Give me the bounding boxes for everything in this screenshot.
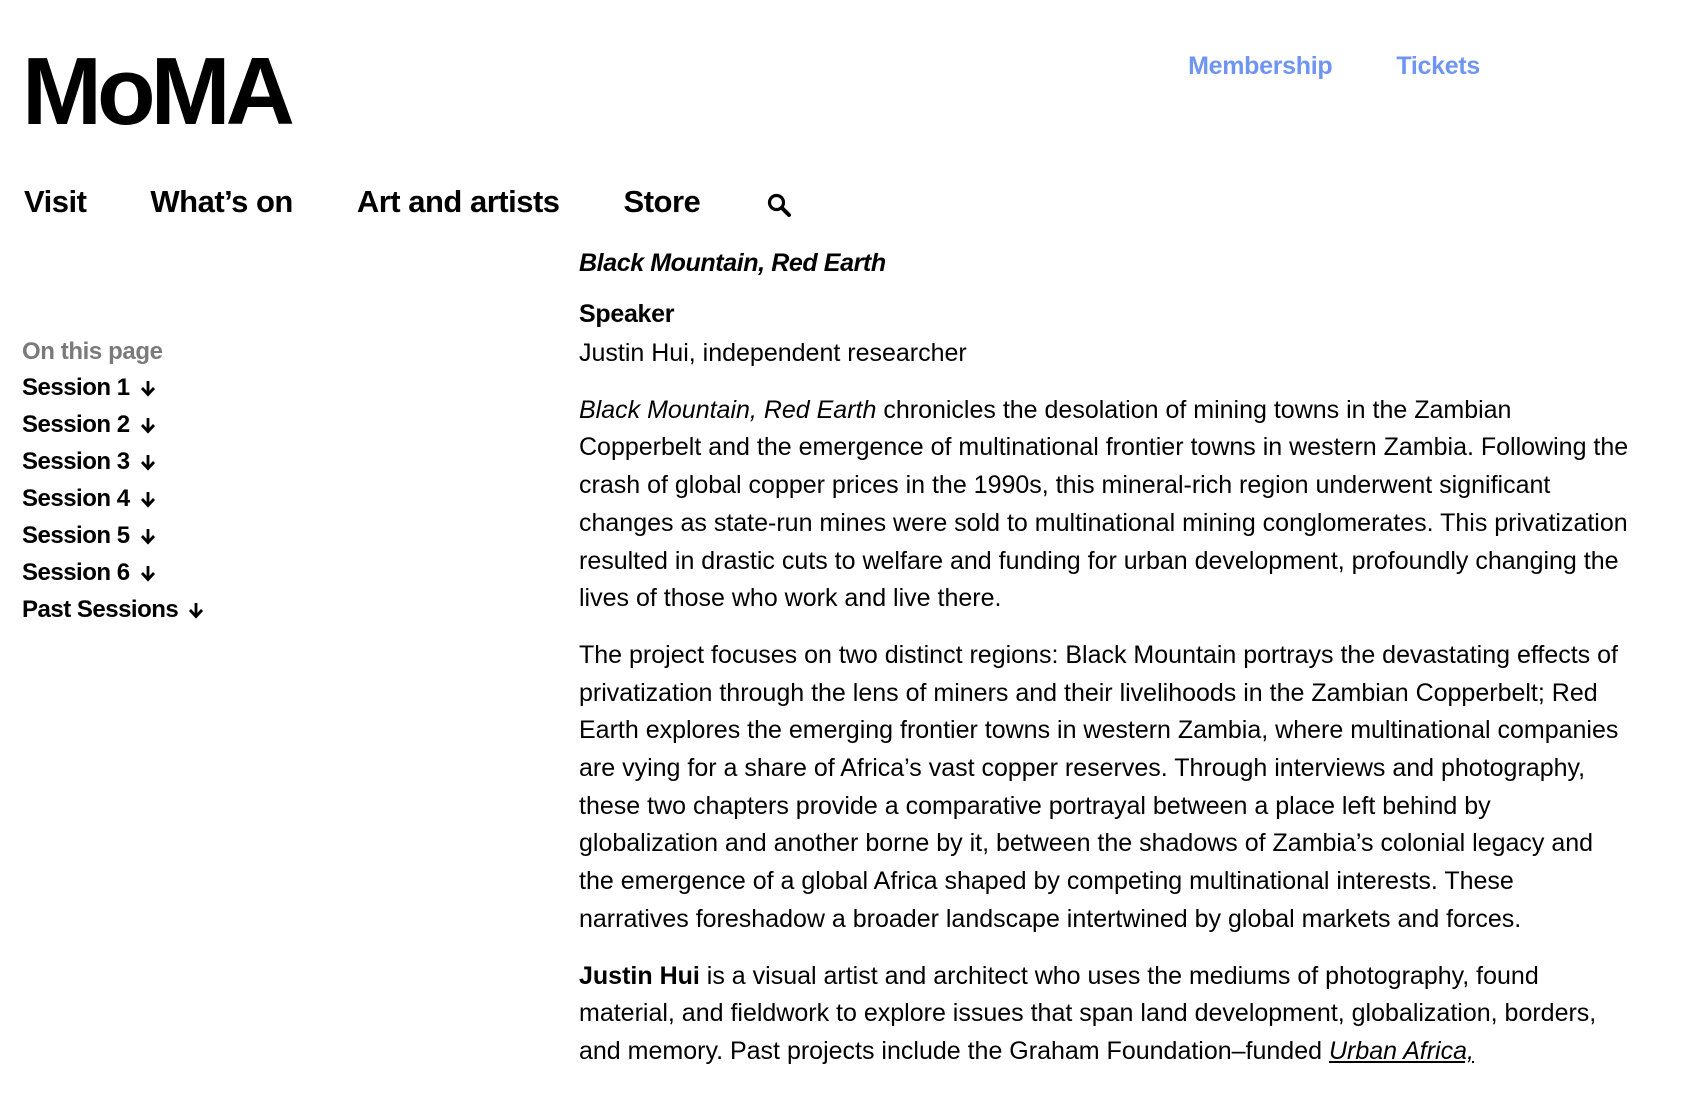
nav-store[interactable]: Store: [623, 184, 701, 219]
on-this-page-label: On this page: [22, 338, 163, 365]
work-title: Black Mountain, Red Earth: [579, 395, 877, 424]
nav-whats-on[interactable]: What’s on: [150, 184, 293, 219]
tickets-link[interactable]: Tickets: [1396, 52, 1480, 80]
on-this-page-nav: [22, 338, 204, 633]
link-text: Urban Africa,: [1328, 1036, 1474, 1065]
utility-nav: [1188, 52, 1480, 81]
session-1-link[interactable]: [22, 374, 156, 402]
arrow-down-icon: [140, 453, 156, 471]
session-label: Session 5: [22, 522, 130, 549]
arrow-down-icon: [140, 416, 156, 434]
bio-name: Justin Hui: [579, 961, 700, 990]
session-3-link[interactable]: [22, 448, 156, 476]
session-6-link[interactable]: [22, 559, 156, 587]
urban-africa-link[interactable]: [1329, 1037, 1474, 1065]
search-icon: [766, 192, 792, 218]
session-content: [579, 249, 1629, 1090]
event-title: Black Mountain, Red Earth: [579, 249, 886, 277]
speaker-heading: Speaker: [579, 300, 675, 328]
nav-art-and-artists[interactable]: Art and artists: [356, 184, 560, 219]
arrow-down-icon: [140, 490, 156, 508]
list-item: [22, 559, 204, 587]
list-item: [22, 374, 204, 402]
list-item: [22, 596, 204, 624]
list-item: [22, 522, 204, 550]
arrow-down-icon: [140, 379, 156, 397]
session-label: Past Sessions: [22, 596, 179, 623]
description-paragraph-2: The project focuses on two distinct regions: Black Mountain portrays the devastating effects of privatization through the lens of miners and their livelihoods in the Zambian Copperbelt; Red Earth explores the emerging frontier towns in western Zambia, where multinational companies are vying for a share of Africa’s vast copper reserves. Through interviews and photography, these two chapters provide a comparative portrayal between a place left behind by globalization and another borne by it, between the shadows of Zambia’s colonial legacy and the emergence of a global Africa shaped by competing multinational interests. These narratives foreshadow a broader landscape intertwined by global markets and forces.: [579, 640, 1619, 933]
session-label: Session 6: [22, 559, 130, 586]
moma-logo[interactable]: MoMA: [22, 38, 290, 145]
search-button[interactable]: [764, 190, 794, 220]
session-label: Session 1: [22, 374, 130, 401]
paragraph-text: is a visual artist and architect who uses the mediums of photography, found material, and fieldwork to explore issues that span land development, globalization, borders, and memory. Past projects include the Graham Foundation–funded: [579, 961, 1597, 1065]
bio-paragraph: [579, 958, 1629, 1071]
arrow-down-icon: [188, 601, 204, 619]
arrow-down-icon: [140, 527, 156, 545]
session-2-link[interactable]: [22, 411, 156, 439]
list-item: [22, 448, 204, 476]
nav-visit[interactable]: Visit: [24, 184, 87, 219]
session-label: Session 4: [22, 485, 130, 512]
list-item: [22, 485, 204, 513]
past-sessions-link[interactable]: [22, 596, 204, 624]
list-item: [22, 411, 204, 439]
paragraph-text: chronicles the desolation of mining towns in the Zambian Copperbelt and the emergence of multinational frontier towns in western Zambia. Following the crash of global copper prices in the 1990s, this mineral-rich region underwent significant changes as state-run mines were sold to multinational mining conglomerates. This privatization resulted in drastic cuts to welfare and funding for urban development, profoundly changing the lives of those who work and live there.: [579, 395, 1629, 613]
arrow-down-icon: [140, 564, 156, 582]
speaker-name: Justin Hui, independent researcher: [579, 339, 967, 367]
session-5-link[interactable]: [22, 522, 156, 550]
main-nav: [24, 184, 794, 220]
session-4-link[interactable]: [22, 485, 156, 513]
description-paragraph-1: [579, 392, 1629, 618]
session-label: Session 3: [22, 448, 130, 475]
session-list: [22, 374, 204, 624]
session-label: Session 2: [22, 411, 130, 438]
membership-link[interactable]: Membership: [1188, 52, 1333, 80]
